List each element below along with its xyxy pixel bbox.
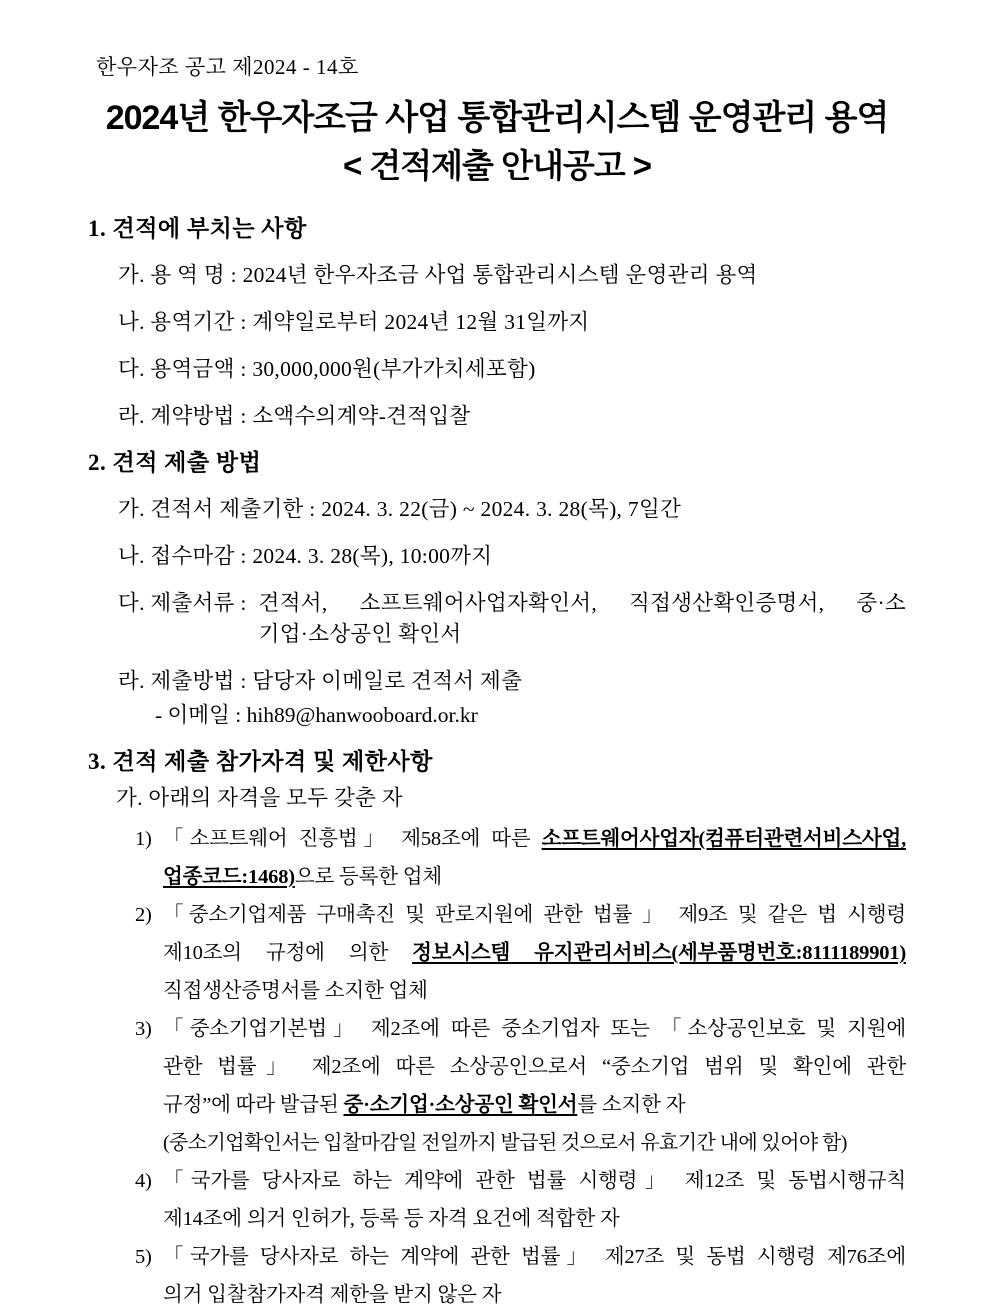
email-line: - 이메일 : hih89@hanwooboard.or.kr	[155, 703, 478, 727]
section-2-heading: 2. 견적 제출 방법	[88, 450, 262, 475]
text-line: 관한 법률」 제2조에 따른 소상공인으로서 “중소기업 범위 및 확인에 관한	[163, 1056, 906, 1078]
list-item-3	[135, 1010, 906, 1162]
section-2-item-documents	[88, 588, 906, 650]
list-item-body	[163, 820, 906, 896]
section-2-item-submit-method: 라. 제출방법 : 담당자 이메일로 견적서 제출	[118, 669, 523, 693]
section-1-item-contract-method: 라. 계약방법 : 소액수의계약-견적입찰	[118, 404, 471, 428]
text-line: 「국가를 당사자로 하는 계약에 관한 법률」 제27조 및 동법 시행령 제76조에	[163, 1246, 906, 1268]
section-1-heading: 1. 견적에 부치는 사항	[88, 216, 307, 241]
text-line: 기업·소상공인 확인서	[258, 622, 462, 646]
list-item-body	[163, 1010, 906, 1162]
list-item-body	[163, 1162, 906, 1238]
text-line: 「국가를 당사자로 하는 계약에 관한 법률 시행령」 제12조 및 동법시행규칙	[163, 1170, 906, 1192]
validity-note: (중소기업확인서는 입찰마감일 전일까지 발급된 것으로서 유효기간 내에 있어야 함)	[163, 1132, 847, 1154]
text-line: 의거 입찰참가자격 제한을 받지 않은 자	[163, 1284, 502, 1306]
section-2-item-deadline: 가. 견적서 제출기한 : 2024. 3. 22(금) ~ 2024. 3. 28(목), 7일간	[118, 497, 682, 521]
notice-number: 한우자조 공고 제2024 - 14호	[96, 55, 359, 79]
text-line: 직접생산증명서를 소지한 업체	[163, 980, 428, 1002]
text-line: 제14조에 의거 인허가, 등록 등 자격 요건에 적합한 자	[163, 1208, 620, 1230]
section-1-item-service-period: 나. 용역기간 : 계약일로부터 2024년 12월 31일까지	[118, 310, 590, 334]
list-item-body	[163, 1238, 906, 1314]
list-item-number: 4)	[135, 1170, 152, 1192]
qualification-list	[88, 820, 906, 1314]
list-item-2	[135, 896, 906, 1010]
section-1-item-service-name: 가. 용 역 명 : 2024년 한우자조금 사업 통합관리시스템 운영관리 용역	[118, 263, 758, 287]
document-title-line2: < 견적제출 안내공고 >	[342, 147, 652, 184]
list-item-number: 2)	[135, 904, 152, 926]
section-1-item-service-amount: 다. 용역금액 : 30,000,000원(부가가치세포함)	[118, 357, 536, 381]
text-line: 견적서, 소프트웨어사업자확인서, 직접생산확인증명서, 중·소	[258, 591, 906, 615]
list-item-4	[135, 1162, 906, 1238]
text-line: 「중소기업기본법」 제2조에 따른 중소기업자 또는 「소상공인보호 및 지원에	[163, 1018, 906, 1040]
text-line: 「소프트웨어 진흥법」 제58조에 따른 소프트웨어사업자(컴퓨터관련서비스사업,	[163, 828, 906, 850]
section-3-heading: 3. 견적 제출 참가자격 및 제한사항	[88, 749, 433, 774]
section-3-intro: 가. 아래의 자격을 모두 갖춘 자	[116, 786, 403, 810]
list-item-body	[163, 896, 906, 1010]
document-title	[88, 94, 906, 190]
documents-label: 다. 제출서류 :	[118, 591, 247, 615]
section-2-item-closing: 나. 접수마감 : 2024. 3. 28(목), 10:00까지	[118, 544, 493, 568]
list-item-1	[135, 820, 906, 896]
documents-list	[259, 588, 906, 650]
list-item-number: 3)	[135, 1018, 152, 1040]
text-line: 규정”에 따라 발급된 중·소기업·소상공인 확인서를 소지한 자	[163, 1094, 686, 1116]
text-line: 제10조의 규정에 의한 정보시스템 유지관리서비스(세부품명번호:8111189901)	[163, 942, 907, 964]
list-item-number: 5)	[135, 1246, 152, 1268]
text-line: 「중소기업제품 구매촉진 및 판로지원에 관한 법률 」 제9조 및 같은 법 시행령	[163, 904, 906, 926]
text-line: 업종코드:1468)으로 등록한 업체	[163, 866, 442, 888]
document-title-line1: 2024년 한우자조금 사업 통합관리시스템 운영관리 용역	[105, 99, 889, 137]
list-item-number: 1)	[135, 828, 152, 850]
list-item-5	[135, 1238, 906, 1314]
